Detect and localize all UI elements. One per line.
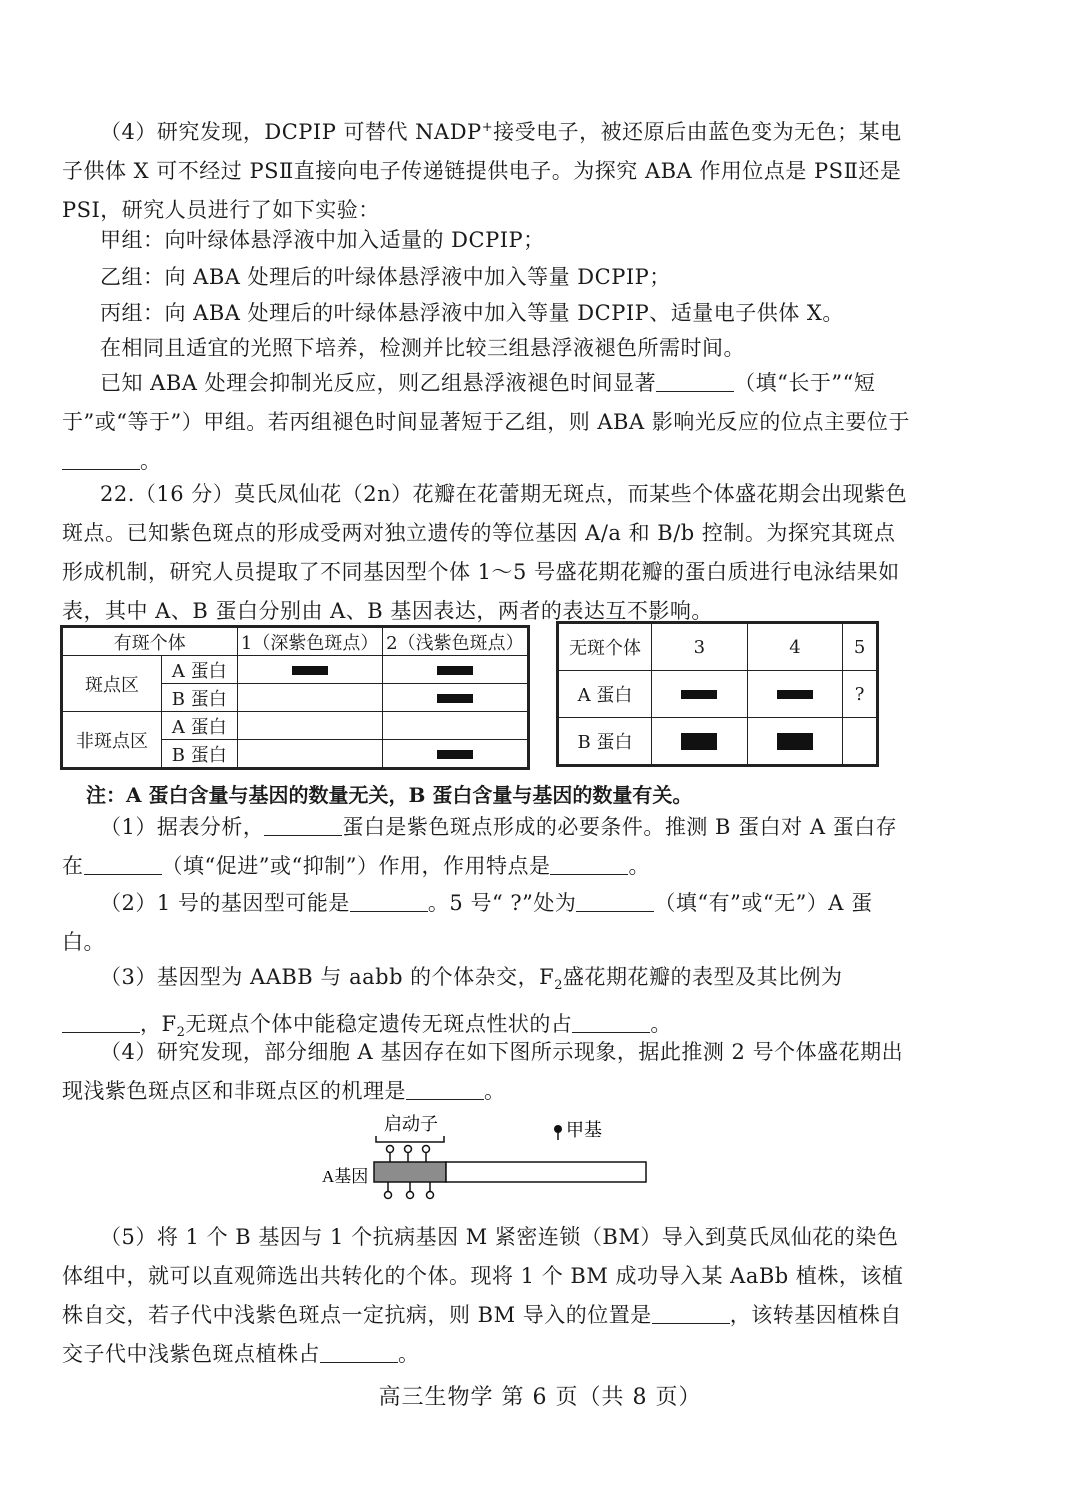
protein-band — [681, 733, 717, 750]
unknown-cell: ? — [843, 671, 878, 718]
protein-band — [777, 690, 813, 699]
band-cell — [382, 684, 528, 712]
protein-label: A 蛋白 — [558, 671, 652, 718]
methyl-legend — [554, 1120, 602, 1140]
q22-s3: （3）基因型为 AABB 与 aabb 的个体杂交，$F_2$盛花期花瓣的表型及其比例为，$F_2$无斑点个体中能稳定遗传无斑点性状的占 。 — [62, 958, 912, 1052]
protein-band — [437, 750, 473, 759]
answer-blank[interactable] — [84, 854, 162, 875]
q22-intro: 22.（16 分）莫氏凤仙花（2n）花瓣在花蕾期无斑点，而某些个体盛花期会出现紫色斑点。已知紫色斑点的形成受两对独立遗传的等位基因 A/a 和 B/b 控制。为探究其斑点形成机制，研究人员提取了不同基因型个体 1～5 号盛花期花瓣的蛋白质进行电泳结果如表，其中 A、B 蛋白分别由 A、B 基因表达，两者的表达互不影响。 — [62, 482, 908, 623]
band-cell — [382, 712, 528, 740]
q22-s4: （4）研究发现，部分细胞 A 基因存在如下图所示现象，据此推测 2 号个体盛花期出现浅紫色斑点区和非斑点区的机理是 。 — [62, 1040, 904, 1103]
answer-blank[interactable] — [550, 854, 628, 875]
protein-band — [681, 690, 717, 699]
table-header: 1（深紫色斑点） — [237, 627, 382, 656]
page-footer: 高三生物学 第 6 页（共 8 页） — [378, 1385, 702, 1410]
answer-blank[interactable] — [264, 815, 342, 836]
answer-blank[interactable] — [406, 1079, 484, 1100]
table-header: 3 — [652, 623, 748, 671]
region-label: 非斑点区 — [62, 712, 162, 769]
protein-band — [437, 666, 473, 675]
promoter-label: 启动子 — [384, 1114, 438, 1134]
answer-blank[interactable] — [576, 891, 654, 912]
group-a: 甲组：向叶绿体悬浮液中加入适量的 DCPIP； — [100, 228, 545, 252]
region-label: 斑点区 — [62, 656, 162, 712]
answer-blank[interactable] — [62, 1012, 140, 1033]
protein-label: B 蛋白 — [558, 718, 652, 766]
culture-text: 在相同且适宜的光照下培养，检测并比较三组悬浮液褪色所需时间。 — [100, 336, 745, 360]
answer-blank[interactable] — [652, 1303, 730, 1324]
gene-methylation-diagram — [300, 1100, 660, 1210]
answer-blank[interactable] — [656, 371, 734, 392]
table-spotted — [60, 625, 530, 770]
q21-4-question: 已知 ABA 处理会抑制光反应，则乙组悬浮液褪色时间显著 （填“长于”“短于”或“等于”）甲组。若丙组褪色时间显著短于乙组，则 ABA 影响光反应的位点主要位于。 — [62, 371, 910, 473]
methyl-groups-bottom — [385, 1182, 434, 1199]
group-c: 丙组：向 ABA 处理后的叶绿体悬浮液中加入等量 DCPIP、适量电子供体 X。 — [100, 301, 844, 325]
table-header: 2（浅紫色斑点） — [382, 627, 528, 656]
answer-blank[interactable] — [350, 891, 428, 912]
protein-band — [777, 733, 813, 750]
answer-blank[interactable] — [320, 1342, 398, 1363]
band-cell — [747, 718, 843, 766]
q22-s1: （1）据表分析， 蛋白是紫色斑点形成的必要条件。推测 B 蛋白对 A 蛋白存在 （填“促进”或“抑制”）作用，作用特点是 。 — [62, 815, 898, 878]
band-cell — [843, 718, 878, 766]
q22-s5: （5）将 1 个 B 基因与 1 个抗病基因 M 紧密连锁（BM）导入到莫氏凤仙花的染色体组中，就可以直观筛选出共转化的个体。现将 1 个 BM 成功导入某 AaBb 植株，该植株自交，若子代中浅紫色斑点一定抗病，则 BM 导入的位置是 ，该转基因植株自交子代中浅紫色斑点植株占 。 — [62, 1225, 904, 1366]
band-cell — [237, 656, 382, 684]
protein-label: A 蛋白 — [162, 656, 238, 684]
group-b: 乙组：向 ABA 处理后的叶绿体悬浮液中加入等量 DCPIP； — [100, 265, 671, 289]
protein-band — [437, 694, 473, 703]
band-cell — [652, 718, 748, 766]
promoter-region — [374, 1162, 446, 1182]
band-cell — [237, 712, 382, 740]
protein-label: A 蛋白 — [162, 712, 238, 740]
answer-blank[interactable] — [62, 449, 140, 470]
band-cell — [382, 656, 528, 684]
protein-band — [292, 666, 328, 675]
gene-label: A基因 — [322, 1167, 369, 1186]
methyl-groups-top — [387, 1146, 430, 1163]
protein-label: B 蛋白 — [162, 684, 238, 712]
table-header: 4 — [747, 623, 843, 671]
band-cell — [237, 684, 382, 712]
table-header: 有斑个体 — [62, 627, 238, 656]
band-cell — [747, 671, 843, 718]
q21-4-intro: （4）研究发现，DCPIP 可替代 NADP+接受电子，被还原后由蓝色变为无色；某电子供体 X 可不经过 PSⅡ直接向电子传递链提供电子。为探究 ABA 作用位点是 PSⅡ还是 PSⅠ，研究人员进行了如下实验： — [62, 120, 902, 222]
gene-body — [446, 1162, 646, 1182]
table-header: 5 — [843, 623, 878, 671]
table-note: 注：A 蛋白含量与基因的数量无关，B 蛋白含量与基因的数量有关。 — [86, 783, 693, 807]
answer-blank[interactable] — [572, 1012, 650, 1033]
methyl-label: 甲基 — [566, 1120, 602, 1140]
table-header: 无斑个体 — [558, 623, 652, 671]
band-cell — [237, 740, 382, 769]
q22-s2: （2）1 号的基因型可能是 。5 号“ ?”处为 （填“有”或“无”）A 蛋白。 — [62, 891, 873, 954]
table-unspotted — [556, 621, 879, 767]
promoter-bracket — [376, 1136, 444, 1142]
band-cell — [382, 740, 528, 769]
band-cell — [652, 671, 748, 718]
protein-label: B 蛋白 — [162, 740, 238, 769]
